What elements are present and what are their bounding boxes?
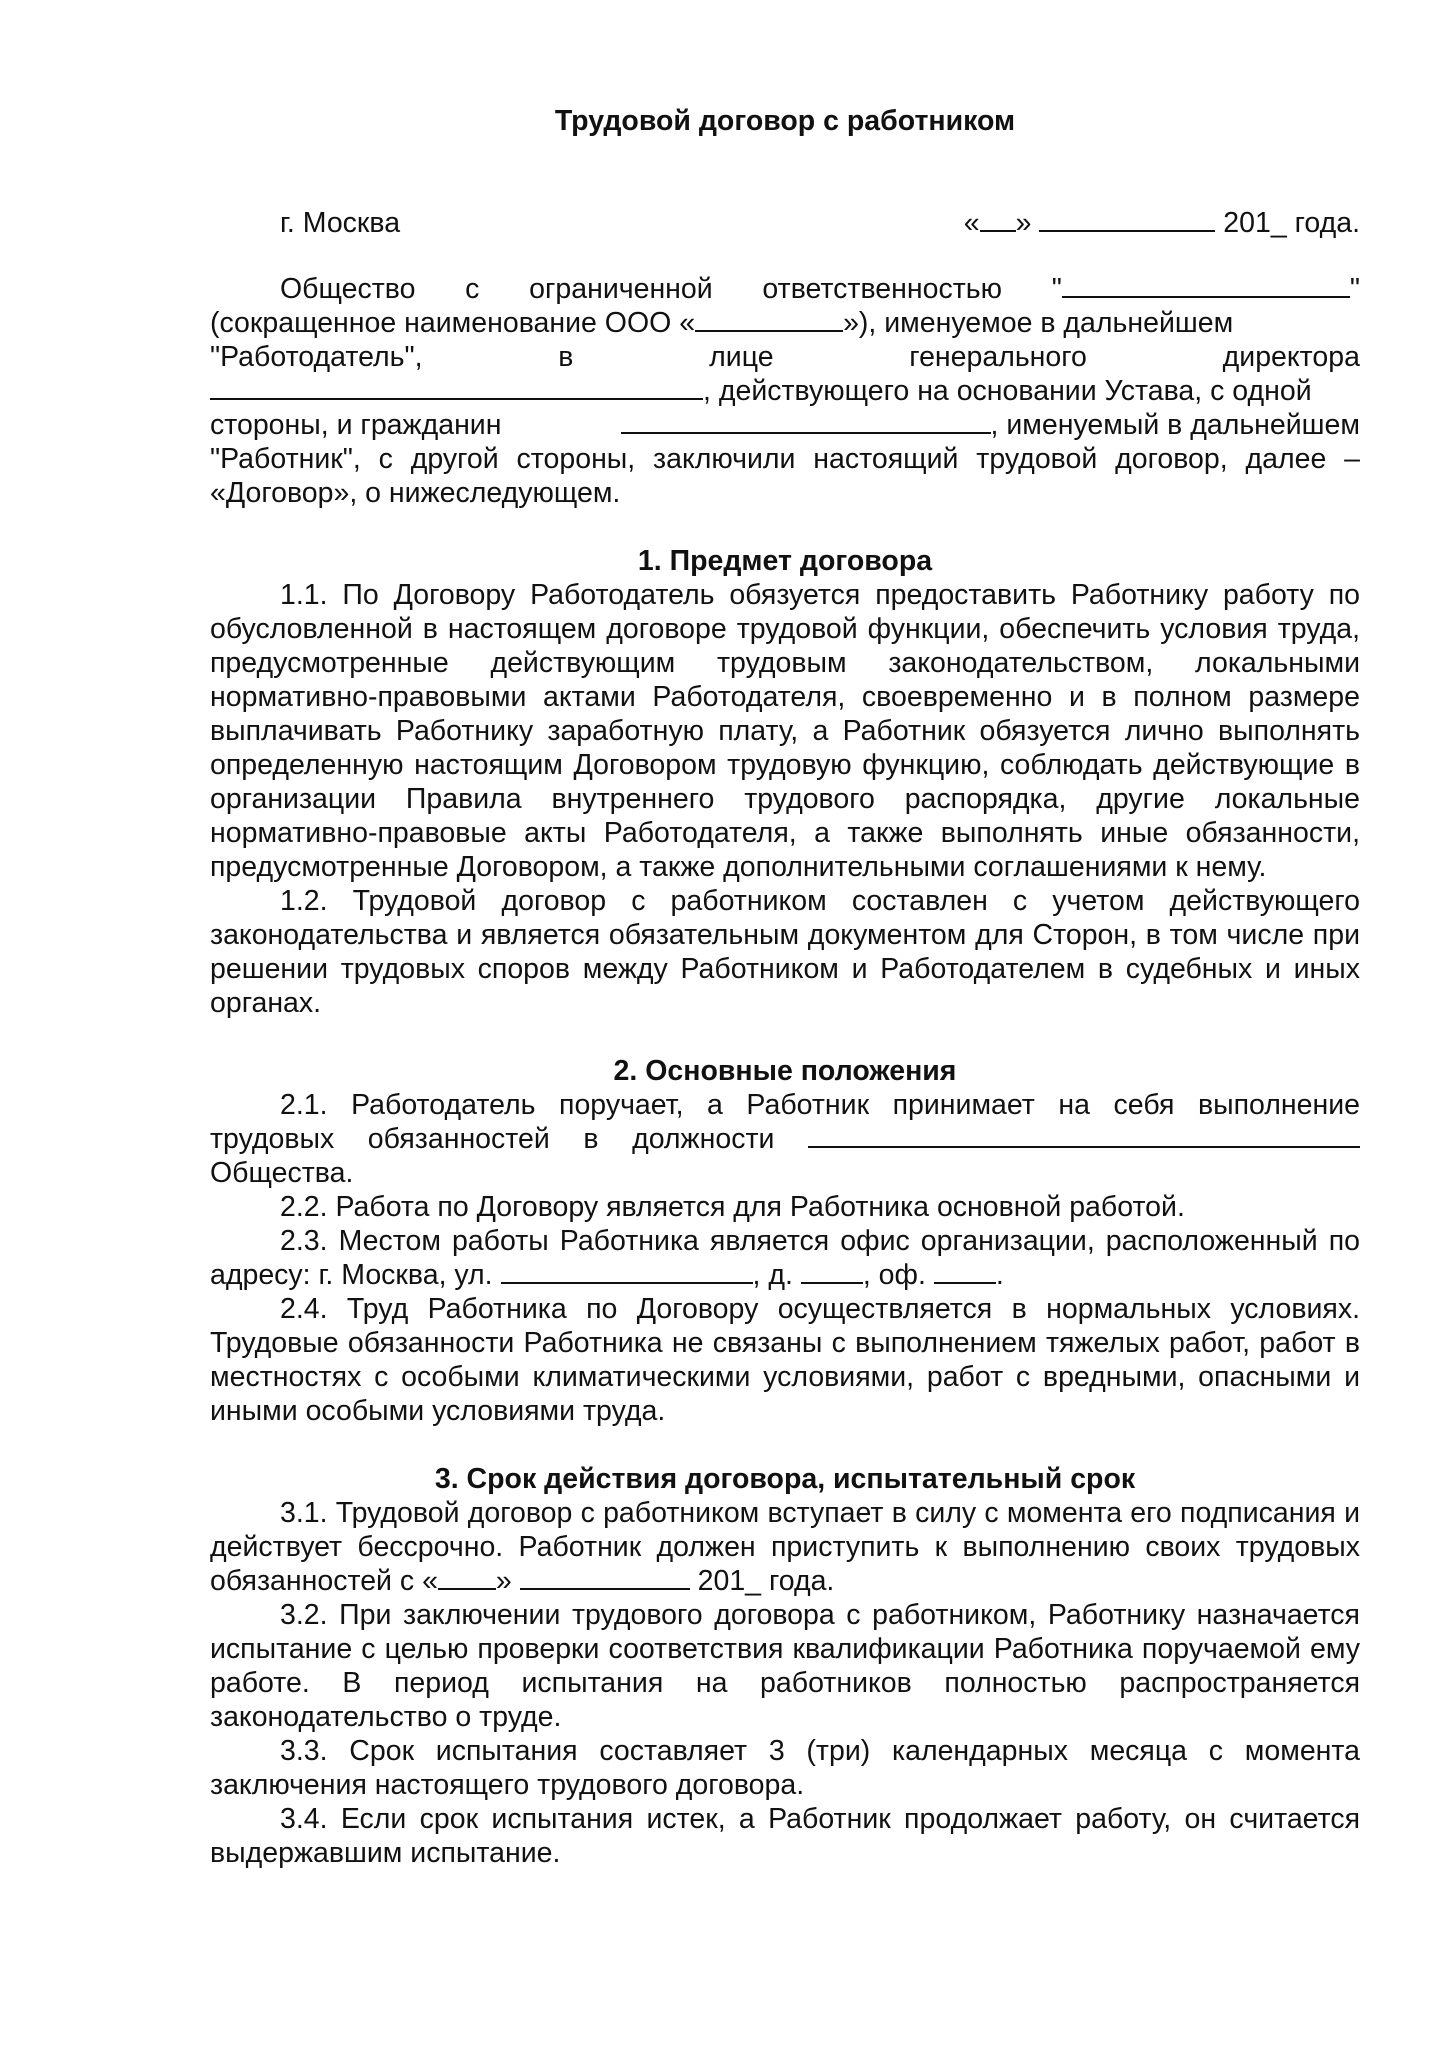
director-field: [210, 374, 1312, 408]
date-close-quote: »: [1015, 207, 1032, 239]
clause-2-1: [210, 1088, 1360, 1190]
contract-body: [210, 272, 1360, 1870]
contract-date: [964, 206, 1360, 240]
section-1: [210, 544, 1360, 1020]
citizen-prefix: стороны, и гражданин: [210, 409, 502, 441]
clause-1-2: 1.2. Трудовой договор с работником составлен с учетом действующего законодательства и является обязательным документом для Сторон, в том числе при решении трудовых споров между Работником и Работодателем в судебных и иных органах.: [210, 885, 1360, 1019]
preamble-line-4: [210, 374, 1360, 408]
section-heading: 2. Основные положения: [613, 1055, 957, 1087]
month-blank: [1039, 206, 1215, 232]
start-day-blank: [438, 1564, 496, 1590]
start-date-close: »: [495, 1565, 512, 1597]
director-suffix: , действующего на основании Устава, с одной: [703, 375, 1312, 407]
house-blank: [801, 1258, 863, 1284]
place-date-line: [280, 206, 1360, 240]
short-name-blank: [695, 306, 843, 332]
date-open-quote: «: [963, 207, 980, 239]
clause-3-1-text: 3.1. Трудовой договор с работником вступает в силу с момента его подписания и действует бессрочно. Работник должен приступить к выполнению своих трудовых обязанностей с «: [210, 1497, 1360, 1597]
section-2: [210, 1054, 1360, 1428]
company-name-blank: [1062, 272, 1350, 298]
clause-3-2: 3.2. При заключении трудового договора с работником, Работнику назначается испытание с целью проверки соответствия квалификации Работника поручаемой ему работе. В период испытания на работников полностью распространяется законодательство о труде.: [210, 1599, 1360, 1733]
employee-name-blank: [621, 408, 991, 434]
clause-3-1: [210, 1496, 1360, 1598]
day-blank: [980, 206, 1016, 232]
citizen-suffix: , именуемый в дальнейшем: [990, 409, 1360, 441]
preamble-line-2: [210, 306, 1360, 340]
preamble-word: в: [558, 341, 574, 373]
preamble: [210, 272, 1360, 510]
position-blank: [808, 1122, 1360, 1148]
office-blank: [934, 1258, 996, 1284]
clause-3-3: 3.3. Срок испытания составляет 3 (три) календарных месяца с момента заключения настоящего трудового договора.: [210, 1735, 1360, 1801]
clause-2-2: 2.2. Работа по Договору является для Работника основной работой.: [280, 1191, 1185, 1223]
preamble-word: Общество: [280, 273, 416, 305]
section-heading: 3. Срок действия договора, испытательный срок: [434, 1463, 1136, 1495]
preamble-word: "Работодатель",: [210, 341, 423, 373]
citizen-field: [621, 408, 1360, 442]
quote-close: ": [1349, 273, 1360, 305]
city-label: г. Москва: [280, 207, 401, 239]
short-name-prefix: (сокращенное наименование ООО «: [210, 307, 696, 339]
section-heading: 1. Предмет договора: [637, 545, 933, 577]
start-year: 201_ года.: [697, 1565, 835, 1597]
preamble-line-1: [210, 272, 1360, 306]
preamble-word: ограниченной: [529, 273, 713, 305]
date-year: 201_ года.: [1223, 207, 1360, 239]
house-label: , д.: [752, 1259, 793, 1291]
document-title: Трудовой договор с работником: [554, 105, 1016, 137]
clause-2-3-end: .: [995, 1259, 1004, 1291]
preamble-line-5: [210, 408, 1360, 442]
preamble-rest: "Работник", с другой стороны, заключили настоящий трудовой договор, далее – «Договор», о нижеследующем.: [210, 443, 1360, 509]
clause-2-4: 2.4. Труд Работника по Договору осуществляется в нормальных условиях. Трудовые обязанности Работника не связаны с выполнением тяжелых работ, работ в местностях с особыми климатическими условиями, работ с вредными, опасными и иными особыми условиями труда.: [210, 1293, 1360, 1427]
preamble-word: лице: [709, 341, 774, 373]
preamble-word: с: [465, 273, 480, 305]
short-name-field: [210, 306, 1233, 340]
company-name-field: [1052, 272, 1360, 306]
quote-open: ": [1051, 273, 1062, 305]
clause-2-1-end: Общества.: [210, 1157, 354, 1189]
clause-1-1: 1.1. По Договору Работодатель обязуется предоставить Работнику работу по обусловленной в настоящем договоре трудовой функции, обеспечить условия труда, предусмотренные действующим трудовым законодательством, локальными нормативно-правовыми актами Работодателя, своевременно и в полном размере выплачивать Работнику заработную плату, а Работник обязуется лично выполнять определенную настоящим Договором трудовую функцию, соблюдать действующие в организации Правила внутреннего трудового распорядка, другие локальные нормативно-правовые акты Работодателя, а также выполнять иные обязанности, предусмотренные Договором, а также дополнительными соглашениями к нему.: [210, 579, 1360, 883]
director-name-blank: [210, 374, 703, 400]
clause-2-3: [210, 1224, 1360, 1292]
short-name-suffix: »), именуемое в дальнейшем: [843, 307, 1234, 339]
preamble-word: директора: [1222, 341, 1360, 373]
section-3: [210, 1462, 1360, 1870]
preamble-line-3: [210, 340, 1360, 374]
preamble-word: ответственностью: [762, 273, 1002, 305]
clause-2-1-text: 2.1. Работодатель поручает, а Работник принимает на себя выполнение трудовых обязанностей в должности: [210, 1089, 1360, 1155]
clause-2-3-text: 2.3. Местом работы Работника является офис организации, расположенный по адресу: г. Москва, ул.: [210, 1225, 1360, 1291]
preamble-word: генерального: [909, 341, 1087, 373]
street-blank: [501, 1258, 753, 1284]
clause-3-4: 3.4. Если срок испытания истек, а Работник продолжает работу, он считается выдержавшим испытание.: [210, 1803, 1360, 1869]
office-label: , оф.: [862, 1259, 926, 1291]
start-month-blank: [520, 1564, 690, 1590]
